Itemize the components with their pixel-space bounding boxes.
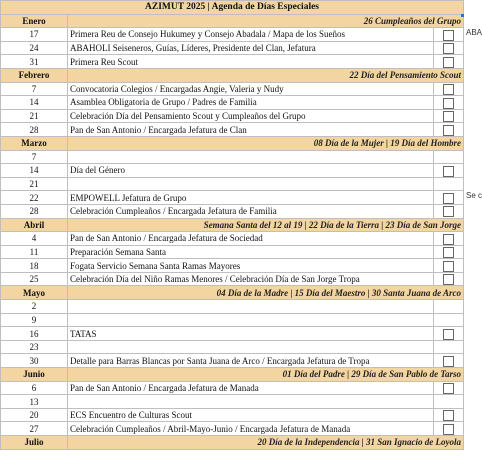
description-cell[interactable]: Asamblea Obligatoria de Grupo / Padres de Familia: [68, 96, 434, 110]
month-name[interactable]: Junio: [1, 368, 68, 382]
checkbox[interactable]: [443, 206, 454, 217]
checkbox-cell[interactable]: [434, 408, 464, 422]
description-cell[interactable]: [68, 177, 434, 191]
table-row: [1, 313, 464, 327]
day-cell[interactable]: 17: [1, 28, 68, 42]
checkbox[interactable]: [443, 234, 454, 245]
description-cell[interactable]: ABAHOLI Seiseneros, Guías, Líderes, Presidente del Clan, Jefatura: [68, 41, 434, 55]
checkbox[interactable]: [443, 98, 454, 109]
table-row: [1, 150, 464, 164]
checkbox-cell[interactable]: [434, 150, 464, 164]
checkbox-cell[interactable]: [434, 204, 464, 218]
description-cell[interactable]: [68, 340, 434, 354]
table-row: [1, 381, 464, 395]
table-row: [1, 28, 464, 42]
month-special-days[interactable]: 20 Día de la Independencia | 31 San Ignacio de Loyola: [68, 436, 464, 450]
day-cell[interactable]: 16: [1, 327, 68, 341]
month-header-junio: [1, 368, 464, 382]
day-cell[interactable]: 23: [1, 340, 68, 354]
table-row: [1, 123, 464, 137]
table-row: [1, 340, 464, 354]
checkbox-cell[interactable]: [434, 28, 464, 42]
month-header-marzo: [1, 136, 464, 150]
checkbox[interactable]: [443, 111, 454, 122]
checkbox[interactable]: [443, 84, 454, 95]
checkbox-cell[interactable]: [434, 272, 464, 286]
day-cell[interactable]: 11: [1, 245, 68, 259]
checkbox-cell[interactable]: [434, 177, 464, 191]
checkbox[interactable]: [443, 193, 454, 204]
table-row: [1, 422, 464, 436]
description-cell[interactable]: Preparación Semana Santa: [68, 245, 434, 259]
table-row: [1, 55, 464, 69]
description-cell[interactable]: ECS Encuentro de Culturas Scout: [68, 408, 434, 422]
month-name[interactable]: Abril: [1, 218, 68, 232]
day-cell[interactable]: 2: [1, 300, 68, 314]
checkbox-cell[interactable]: [434, 300, 464, 314]
day-cell[interactable]: 28: [1, 123, 68, 137]
day-cell[interactable]: 30: [1, 354, 68, 368]
checkbox[interactable]: [443, 43, 454, 54]
description-cell[interactable]: Día del Género: [68, 164, 434, 178]
day-cell[interactable]: 20: [1, 408, 68, 422]
checkbox-cell[interactable]: [434, 259, 464, 273]
table-row: [1, 109, 464, 123]
month-name[interactable]: Julio: [1, 436, 68, 450]
day-cell[interactable]: 27: [1, 422, 68, 436]
checkbox-cell[interactable]: [434, 395, 464, 409]
checkbox[interactable]: [443, 383, 454, 394]
day-cell[interactable]: 14: [1, 96, 68, 110]
description-cell[interactable]: [68, 313, 434, 327]
checkbox-cell[interactable]: [434, 55, 464, 69]
month-header-julio: [1, 436, 464, 450]
overflow-cell-text: Se c: [466, 191, 482, 200]
checkbox[interactable]: [443, 356, 454, 367]
month-special-days[interactable]: 22 Día del Pensamiento Scout: [68, 68, 464, 82]
checkbox[interactable]: [443, 125, 454, 136]
day-cell[interactable]: 24: [1, 41, 68, 55]
description-cell[interactable]: Celebración Cumpleaños / Abril-Mayo-Junio / Encargada Jefatura de Manada: [68, 422, 434, 436]
month-special-days[interactable]: 04 Día de la Madre | 15 Día del Maestro | 30 Santa Juana de Arco: [68, 286, 464, 300]
table-row: [1, 164, 464, 178]
table-row: [1, 41, 464, 55]
checkbox[interactable]: [443, 329, 454, 340]
month-special-days[interactable]: 08 Día de la Mujer | 19 Día del Hombre: [68, 136, 464, 150]
table-row: [1, 259, 464, 273]
description-cell[interactable]: Fogata Servicio Semana Santa Ramas Mayores: [68, 259, 434, 273]
checkbox[interactable]: [443, 30, 454, 41]
checkbox[interactable]: [443, 410, 454, 421]
table-row: [1, 245, 464, 259]
day-cell[interactable]: 22: [1, 191, 68, 205]
day-cell[interactable]: 21: [1, 177, 68, 191]
day-cell[interactable]: 25: [1, 272, 68, 286]
checkbox[interactable]: [443, 57, 454, 68]
description-cell[interactable]: Pan de San Antonio / Encargada Jefatura de Manada: [68, 381, 434, 395]
description-cell[interactable]: [68, 395, 434, 409]
checkbox[interactable]: [443, 261, 454, 272]
month-name[interactable]: Mayo: [1, 286, 68, 300]
checkbox-cell[interactable]: [434, 123, 464, 137]
checkbox-cell[interactable]: [434, 381, 464, 395]
day-cell[interactable]: 7: [1, 82, 68, 96]
month-special-days[interactable]: 01 Día del Padre | 29 Día de San Pablo de Tarso: [68, 368, 464, 382]
month-header-enero: [1, 14, 464, 28]
description-cell[interactable]: Celebración Cumpleaños / Encargada Jefatura de Familia: [68, 204, 434, 218]
checkbox-cell[interactable]: [434, 191, 464, 205]
day-cell[interactable]: 18: [1, 259, 68, 273]
table-row: [1, 408, 464, 422]
month-header-abril: [1, 218, 464, 232]
table-row: [1, 177, 464, 191]
overflow-cell-text: ABA: [466, 28, 482, 37]
table-row: [1, 300, 464, 314]
checkbox-cell[interactable]: [434, 164, 464, 178]
checkbox-cell[interactable]: [434, 422, 464, 436]
month-header-febrero: [1, 68, 464, 82]
title-row: [1, 1, 464, 15]
table-row: [1, 204, 464, 218]
table-row: [1, 395, 464, 409]
selection-handle[interactable]: [461, 14, 464, 17]
checkbox[interactable]: [443, 166, 454, 177]
description-cell[interactable]: TATAS: [68, 327, 434, 341]
checkbox-cell[interactable]: [434, 354, 464, 368]
day-cell[interactable]: 14: [1, 164, 68, 178]
day-cell[interactable]: 6: [1, 381, 68, 395]
day-cell[interactable]: 9: [1, 313, 68, 327]
month-special-days[interactable]: 26 Cumpleaños del Grupo: [68, 14, 464, 28]
description-cell[interactable]: [68, 150, 434, 164]
checkbox-cell[interactable]: [434, 327, 464, 341]
day-cell[interactable]: 31: [1, 55, 68, 69]
day-cell[interactable]: 7: [1, 150, 68, 164]
sheet-title[interactable]: AZIMUT 2025 | Agenda de Días Especiales: [1, 1, 464, 15]
checkbox-cell[interactable]: [434, 96, 464, 110]
description-cell[interactable]: Primera Reu Scout: [68, 55, 434, 69]
table-row: [1, 354, 464, 368]
month-name[interactable]: Marzo: [1, 136, 68, 150]
description-cell[interactable]: Pan de San Antonio / Encargada Jefatura de Clan: [68, 123, 434, 137]
table-row: [1, 82, 464, 96]
month-special-days[interactable]: Semana Santa del 12 al 19 | 22 Día de la Tierra | 23 Día de San Jorge: [68, 218, 464, 232]
checkbox[interactable]: [443, 274, 454, 285]
month-name[interactable]: Enero: [1, 14, 68, 28]
description-cell[interactable]: Celebración Día del Niño Ramas Menores / Celebración Día de San Jorge Tropa: [68, 272, 434, 286]
table-row: [1, 232, 464, 246]
description-cell[interactable]: [68, 300, 434, 314]
table-row: [1, 96, 464, 110]
day-cell[interactable]: 4: [1, 232, 68, 246]
day-cell[interactable]: 21: [1, 109, 68, 123]
checkbox[interactable]: [443, 424, 454, 435]
description-cell[interactable]: Pan de San Antonio / Encargada Jefatura de Sociedad: [68, 232, 434, 246]
checkbox[interactable]: [443, 247, 454, 258]
table-row: [1, 327, 464, 341]
checkbox-cell[interactable]: [434, 313, 464, 327]
description-cell[interactable]: EMPOWELL Jefatura de Grupo: [68, 191, 434, 205]
description-cell[interactable]: Celebración Día del Pensamiento Scout y Cumpleaños del Grupo: [68, 109, 434, 123]
month-name[interactable]: Febrero: [1, 68, 68, 82]
day-cell[interactable]: 13: [1, 395, 68, 409]
month-header-mayo: [1, 286, 464, 300]
checkbox-cell[interactable]: [434, 340, 464, 354]
checkbox-cell[interactable]: [434, 82, 464, 96]
description-cell[interactable]: Detalle para Barras Blancas por Santa Juana de Arco / Encargada Jefatura de Tropa: [68, 354, 434, 368]
description-cell[interactable]: Convocatoria Colegios / Encargadas Angie, Valeria y Nudy: [68, 82, 434, 96]
table-row: [1, 272, 464, 286]
day-cell[interactable]: 28: [1, 204, 68, 218]
checkbox-cell[interactable]: [434, 109, 464, 123]
description-cell[interactable]: Primera Reu de Consejo Hukumey y Consejo Abadala / Mapa de los Sueños: [68, 28, 434, 42]
checkbox-cell[interactable]: [434, 41, 464, 55]
checkbox-cell[interactable]: [434, 232, 464, 246]
checkbox-cell[interactable]: [434, 245, 464, 259]
table-row: [1, 191, 464, 205]
